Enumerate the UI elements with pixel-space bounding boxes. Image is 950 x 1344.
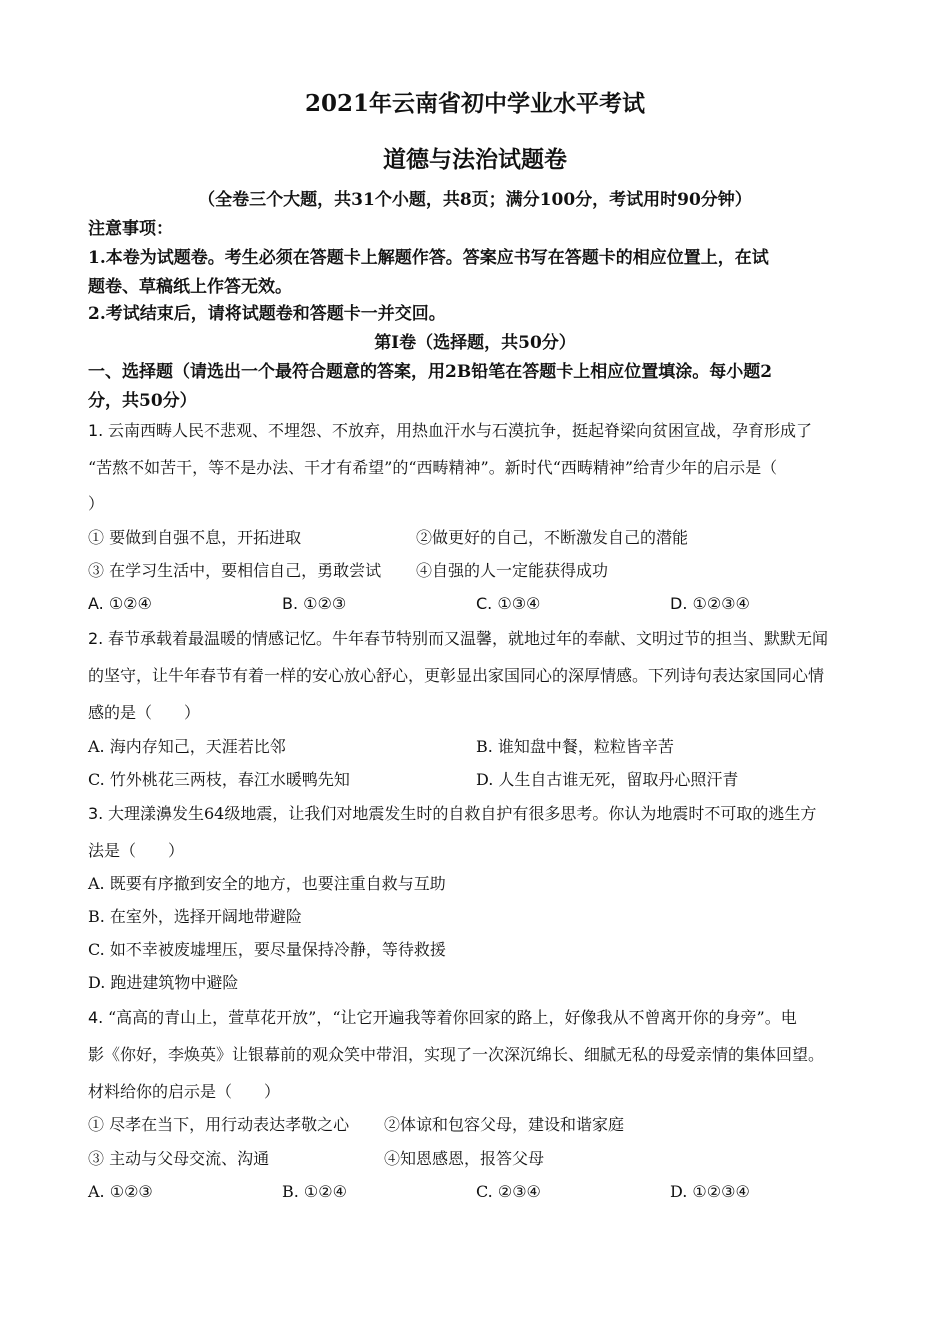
- option-b: B. ①②④: [282, 1182, 347, 1201]
- question-text: 感的是（ ）: [88, 703, 201, 722]
- option-a: A. 海内存知己，天涯若比邻: [88, 737, 286, 756]
- option-b: B. 在室外，选择开阔地带避险: [88, 907, 302, 926]
- question-number: 2.: [88, 629, 104, 648]
- exam-info: （全卷三个大题，共31个小题，共8页；满分100分，考试用时90分钟）: [198, 190, 752, 210]
- statement-2: ②做更好的自己，不断激发自己的潜能: [416, 528, 689, 547]
- option-d: D. ①②③④: [670, 1182, 750, 1201]
- question-text: ）: [88, 494, 105, 513]
- option-a: A. ①②④: [88, 594, 152, 613]
- question-number: 3.: [88, 804, 104, 823]
- subject-title: 道德与法治试题卷: [383, 146, 567, 173]
- exam-title: 2021年云南省初中学业水平考试: [304, 90, 645, 117]
- option-b: B. 谁知盘中餐，粒粒皆辛苦: [476, 737, 674, 756]
- question-number: 4.: [88, 1008, 104, 1027]
- question-text: 材料给你的启示是（ ）: [88, 1082, 281, 1101]
- question-text: 法是（ ）: [88, 841, 185, 860]
- question-text: 大理漾濞发生64级地震，让我们对地震发生时的自救自护有很多思考。你认为地震时不可取的逃生方: [108, 804, 817, 823]
- statement-1: ① 要做到自强不息，开拓进取: [88, 528, 302, 547]
- section-instruction: 一、选择题（请选出一个最符合题意的答案，用2B铅笔在答题卡上相应位置填涂。每小题2: [88, 362, 773, 382]
- question-text: 春节承载着最温暖的情感记忆。牛年春节特别而又温馨，就地过年的奉献、文明过节的担当、默默无闻: [108, 629, 829, 648]
- statement-3: ③ 在学习生活中，要相信自己，勇敢尝试: [88, 561, 382, 580]
- question-number: 1.: [88, 421, 104, 440]
- question-text: 的坚守，让牛年春节有着一样的安心放心舒心，更彰显出家国同心的深厚情感。下列诗句表达家国同心情: [88, 666, 825, 685]
- statement-4: ④自强的人一定能获得成功: [416, 561, 609, 580]
- option-a: A. ①②③: [88, 1182, 153, 1201]
- notice-heading: 注意事项：: [88, 219, 173, 239]
- option-c: C. ②③④: [476, 1182, 541, 1201]
- question-text: 影《你好，李焕英》让银幕前的观众笑中带泪，实现了一次深沉绵长、细腻无私的母爱亲情的集体回望。: [88, 1045, 825, 1064]
- option-d: D. 跑进建筑物中避险: [88, 973, 239, 992]
- option-d: D. ①②③④: [670, 594, 750, 613]
- statement-2: ②体谅和包容父母，建设和谐家庭: [384, 1115, 625, 1134]
- section-instruction-cont: 分，共50分）: [88, 391, 197, 411]
- notice-item-2: 2.考试结束后，请将试题卷和答题卡一并交回。: [88, 304, 446, 324]
- option-d: D. 人生自古谁无死，留取丹心照汗青: [476, 770, 739, 789]
- statement-4: ④知恩感恩，报答父母: [384, 1149, 545, 1168]
- statement-1: ① 尽孝在当下，用行动表达孝敬之心: [88, 1115, 350, 1134]
- question-text: “苦熬不如苦干，等不是办法、干才有希望”的“西畴精神”。新时代“西畴精神”给青少年的启示是（: [88, 458, 778, 477]
- option-c: C. 竹外桃花三两枝，春江水暖鸭先知: [88, 770, 350, 789]
- option-b: B. ①②③: [282, 594, 347, 613]
- option-a: A. 既要有序撤到安全的地方，也要注重自救与互助: [88, 874, 446, 893]
- statement-3: ③ 主动与父母交流、沟通: [88, 1149, 270, 1168]
- question-text: “高高的青山上，萱草花开放”，“让它开遍我等着你回家的路上，好像我从不曾离开你的身旁”。电: [108, 1008, 797, 1027]
- notice-item-1: 1.本卷为试题卷。考生必须在答题卡上解题作答。答案应书写在答题卡的相应位置上，在试: [88, 248, 769, 268]
- option-c: C. ①③④: [476, 594, 541, 613]
- option-c: C. 如不幸被废墟埋压，要尽量保持冷静，等待救援: [88, 940, 446, 959]
- part-title: 第Ⅰ卷（选择题，共50分）: [374, 333, 576, 353]
- notice-item-1-cont: 题卷、草稿纸上作答无效。: [88, 277, 292, 297]
- question-text: 云南西畴人民不悲观、不埋怨、不放弃，用热血汗水与石漠抗争，挺起脊梁向贫困宣战，孕育形成了: [108, 421, 813, 440]
